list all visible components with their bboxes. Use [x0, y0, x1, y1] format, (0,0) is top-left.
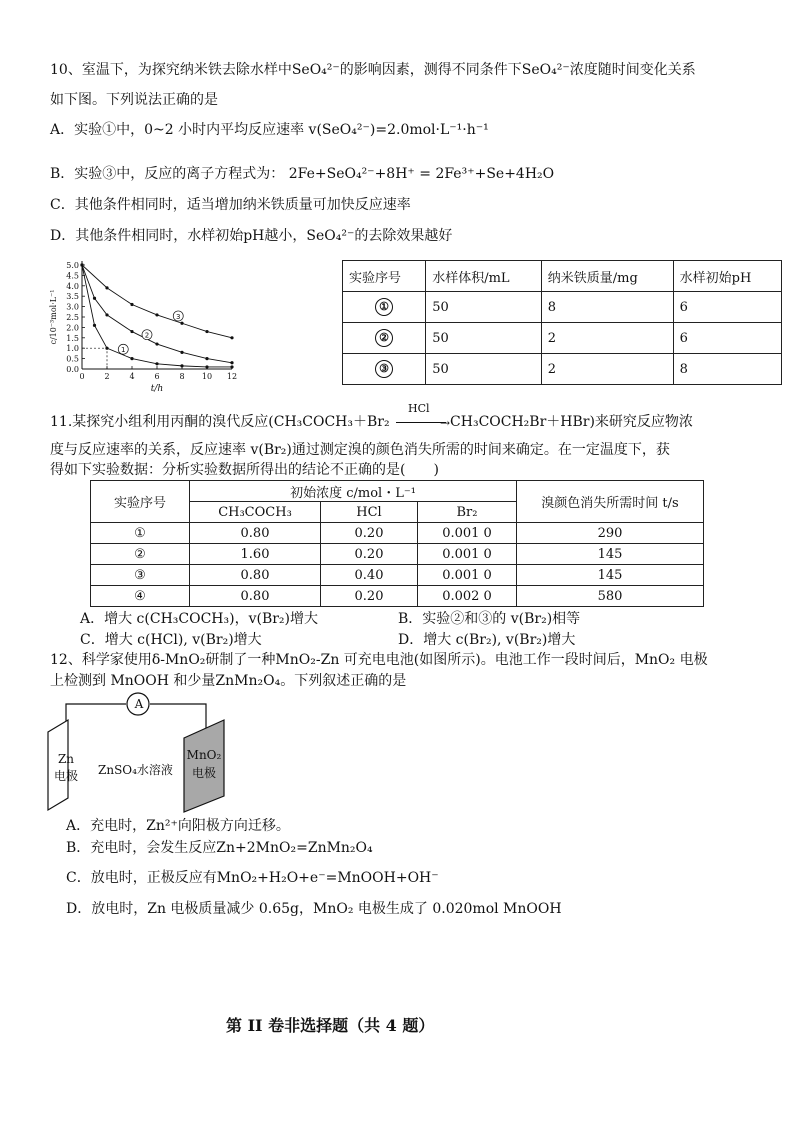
data-point [205, 357, 208, 360]
x-tick-label: 0 [79, 372, 85, 381]
table-cell: 0.80 [190, 586, 321, 607]
y-tick-label: 3.0 [66, 302, 79, 312]
table-cell: 6 [673, 323, 781, 354]
circled-number: ② [375, 329, 393, 347]
q12-option-d: D．放电时，Zn 电极质量减少 0.65g，MnO₂ 电极生成了 0.020mol MnOOH [66, 901, 562, 917]
mno2-label-line1: MnO₂ [186, 748, 222, 762]
x-tick-label: 4 [129, 372, 135, 381]
table-cell: 0.001 0 [418, 565, 517, 586]
table-cell: 0.002 0 [418, 586, 517, 607]
circled-number: ① [375, 298, 393, 316]
y-tick-label: 2.5 [66, 313, 79, 322]
q11-stem-line2: 度与反应速率的关系，反应速率 v(Br₂)通过测定溴的颜色消失所需的时间来确定。在一定温度下，获 [50, 442, 670, 458]
arrow-head: → [440, 416, 451, 430]
header-cell: CH₃COCH₃ [190, 502, 321, 523]
table-row [91, 523, 704, 544]
series-label-1 [118, 344, 128, 354]
table-cell: 0.20 [321, 586, 418, 607]
x-axis-label: t/h [150, 384, 164, 394]
table-cell [343, 323, 426, 354]
table-cell: 290 [517, 523, 704, 544]
data-point [93, 324, 96, 327]
table-row [343, 292, 782, 323]
data-point [230, 365, 233, 368]
q11-option-b: B．实验②和③的 v(Br₂)相等 [398, 611, 581, 627]
q10-stem-line1: 10、室温下，为探究纳米铁去除水样中SeO₄²⁻的影响因素，测得不同条件下SeO₄²⁻浓度随时间变化关系 [50, 62, 696, 78]
table-cell: 0.80 [190, 565, 321, 586]
table-cell: 0.001 0 [418, 544, 517, 565]
zn-label-line2: 电极 [53, 769, 78, 783]
q11-stem-part-b: CH₃COCH₂Br＋HBr)来研究反应物浓 [450, 414, 693, 430]
y-tick-label: 4.5 [66, 271, 79, 281]
table-cell: 50 [426, 292, 542, 323]
q10-option-b: B．实验③中，反应的离子方程式为： 2Fe+SeO₄²⁻+8H⁺ = 2Fe³⁺+Se+4H₂O [50, 166, 555, 182]
y-tick-label: 5.0 [66, 261, 79, 270]
data-point [155, 362, 158, 365]
table-cell [343, 354, 426, 385]
x-tick-label: 12 [226, 372, 238, 381]
ammeter-label: A [134, 697, 144, 711]
table-cell: 580 [517, 586, 704, 607]
data-point [105, 347, 108, 350]
external-wire [66, 704, 126, 732]
x-tick-label: 6 [154, 372, 160, 381]
solution-label: ZnSO₄水溶液 [98, 763, 173, 777]
q10-experiment-table [342, 260, 782, 385]
q12-option-c: C．放电时，正极反应有MnO₂+H₂O+e⁻=MnOOH+OH⁻ [66, 870, 439, 886]
table-cell: 8 [673, 354, 781, 385]
q11-option-d: D．增大 c(Br₂), v(Br₂)增大 [398, 632, 576, 648]
table-cell: 2 [541, 323, 673, 354]
y-tick-label: 1.5 [66, 333, 79, 343]
y-tick-label: 2.0 [66, 323, 79, 333]
header-cell: HCl [321, 502, 418, 523]
q10-option-a: A．实验①中，0~2 小时内平均反应速率 v(SeO₄²⁻)=2.0mol·L⁻¹·h⁻¹ [50, 122, 489, 138]
series-label-3 [173, 311, 183, 321]
table-cell: 1.60 [190, 544, 321, 565]
table-cell: 50 [426, 354, 542, 385]
zn-label-line1: Zn [57, 752, 75, 766]
table-cell: ① [91, 523, 190, 544]
q11-stem-part-a: 11.某探究小组利用丙酮的溴代反应(CH₃COCH₃＋Br₂ [50, 414, 395, 430]
data-point [130, 303, 133, 306]
table-cell: ③ [91, 565, 190, 586]
q11-option-a: A．增大 c(CH₃COCH₃)，v(Br₂)增大 [80, 611, 319, 627]
q11-stem-line3: 得如下实验数据：分析实验数据所得出的结论不正确的是( ) [50, 462, 439, 478]
table-cell: ④ [91, 586, 190, 607]
table-cell: 0.80 [190, 523, 321, 544]
series-label-text: 2 [144, 331, 150, 340]
x-tick-label: 8 [179, 372, 185, 381]
circled-number: ③ [375, 360, 393, 378]
y-tick-label: 3.5 [66, 292, 79, 302]
series-line-3 [82, 265, 232, 338]
table-cell: 0.40 [321, 565, 418, 586]
table-cell: 8 [541, 292, 673, 323]
table-row [91, 586, 704, 607]
data-point [155, 342, 158, 345]
table-cell: 0.001 0 [418, 523, 517, 544]
q10-concentration-chart [44, 255, 254, 397]
header-cell: 水样初始pH [673, 261, 781, 292]
reaction-arrow [394, 402, 451, 432]
data-point [205, 365, 208, 368]
x-tick-label: 10 [201, 372, 213, 381]
data-point [155, 313, 158, 316]
q11-option-c: C．增大 c(HCl), v(Br₂)增大 [80, 632, 262, 648]
q12-option-a: A．充电时，Zn²⁺向阳极方向迁移。 [66, 818, 290, 834]
table-cell: 0.20 [321, 544, 418, 565]
q12-option-b: B．充电时，会发生反应Zn+2MnO₂=ZnMn₂O₄ [66, 840, 373, 856]
data-point [180, 322, 183, 325]
table-row [343, 354, 782, 385]
q11-data-table [90, 480, 704, 607]
table-header-row [343, 261, 782, 292]
table-row [91, 565, 704, 586]
header-cell: 实验序号 [91, 481, 190, 523]
data-point [230, 336, 233, 339]
data-point [180, 364, 183, 367]
series-label-text: 3 [176, 312, 181, 321]
table-cell: 2 [541, 354, 673, 385]
q10-stem-line2: 如下图。下列说法正确的是 [50, 92, 218, 108]
header-cell: 溴颜色消失所需时间 t/s [517, 481, 704, 523]
catalyst-label: HCl [408, 402, 430, 415]
table-header-row [91, 481, 704, 502]
series-label-2 [142, 330, 152, 340]
data-point [130, 357, 133, 360]
q12-stem-line1: 12、科学家使用δ-MnO₂研制了一种MnO₂-Zn 可充电电池(如图所示)。电池工作一段时间后，MnO₂ 电极 [50, 652, 708, 668]
y-tick-label: 0.5 [66, 354, 79, 364]
x-tick-label: 2 [104, 372, 110, 381]
arrow-line [396, 422, 446, 423]
data-point [93, 297, 96, 300]
y-axis-label: c/10⁻³mol·L⁻¹ [49, 289, 58, 345]
q10-option-d: D．其他条件相同时，水样初始pH越小，SeO₄²⁻的去除效果越好 [50, 228, 453, 244]
mno2-label-line2: 电极 [191, 766, 216, 780]
external-wire [150, 704, 206, 728]
y-tick-label: 1.0 [66, 344, 79, 354]
table-row [91, 544, 704, 565]
table-row [343, 323, 782, 354]
header-cell: 水样体积/mL [426, 261, 542, 292]
data-point [130, 330, 133, 333]
data-point [105, 286, 108, 289]
data-point [105, 313, 108, 316]
q12-stem-line2: 上检测到 MnOOH 和少量ZnMn₂O₄。下列叙述正确的是 [50, 673, 407, 689]
header-cell: 实验序号 [343, 261, 426, 292]
table-cell: ② [91, 544, 190, 565]
series-label-text: 1 [121, 346, 126, 355]
data-point [180, 351, 183, 354]
q11-stem-line1 [50, 402, 693, 432]
table-cell: 145 [517, 565, 704, 586]
dashed-guide-line [82, 348, 107, 369]
section-title: 第 II 卷非选择题（共 4 题） [226, 1016, 435, 1035]
y-tick-label: 0.0 [66, 365, 79, 374]
header-cell: 初始浓度 c/mol・L⁻¹ [190, 481, 517, 502]
table-cell [343, 292, 426, 323]
y-tick-label: 4.0 [66, 281, 79, 291]
data-point [230, 361, 233, 364]
data-point [80, 263, 83, 266]
header-cell: 纳米铁质量/mg [541, 261, 673, 292]
table-cell: 145 [517, 544, 704, 565]
header-cell: Br₂ [418, 502, 517, 523]
table-cell: 50 [426, 323, 542, 354]
q10-option-c: C．其他条件相同时，适当增加纳米铁质量可加快反应速率 [50, 197, 411, 213]
table-cell: 6 [673, 292, 781, 323]
table-cell: 0.20 [321, 523, 418, 544]
data-point [205, 330, 208, 333]
